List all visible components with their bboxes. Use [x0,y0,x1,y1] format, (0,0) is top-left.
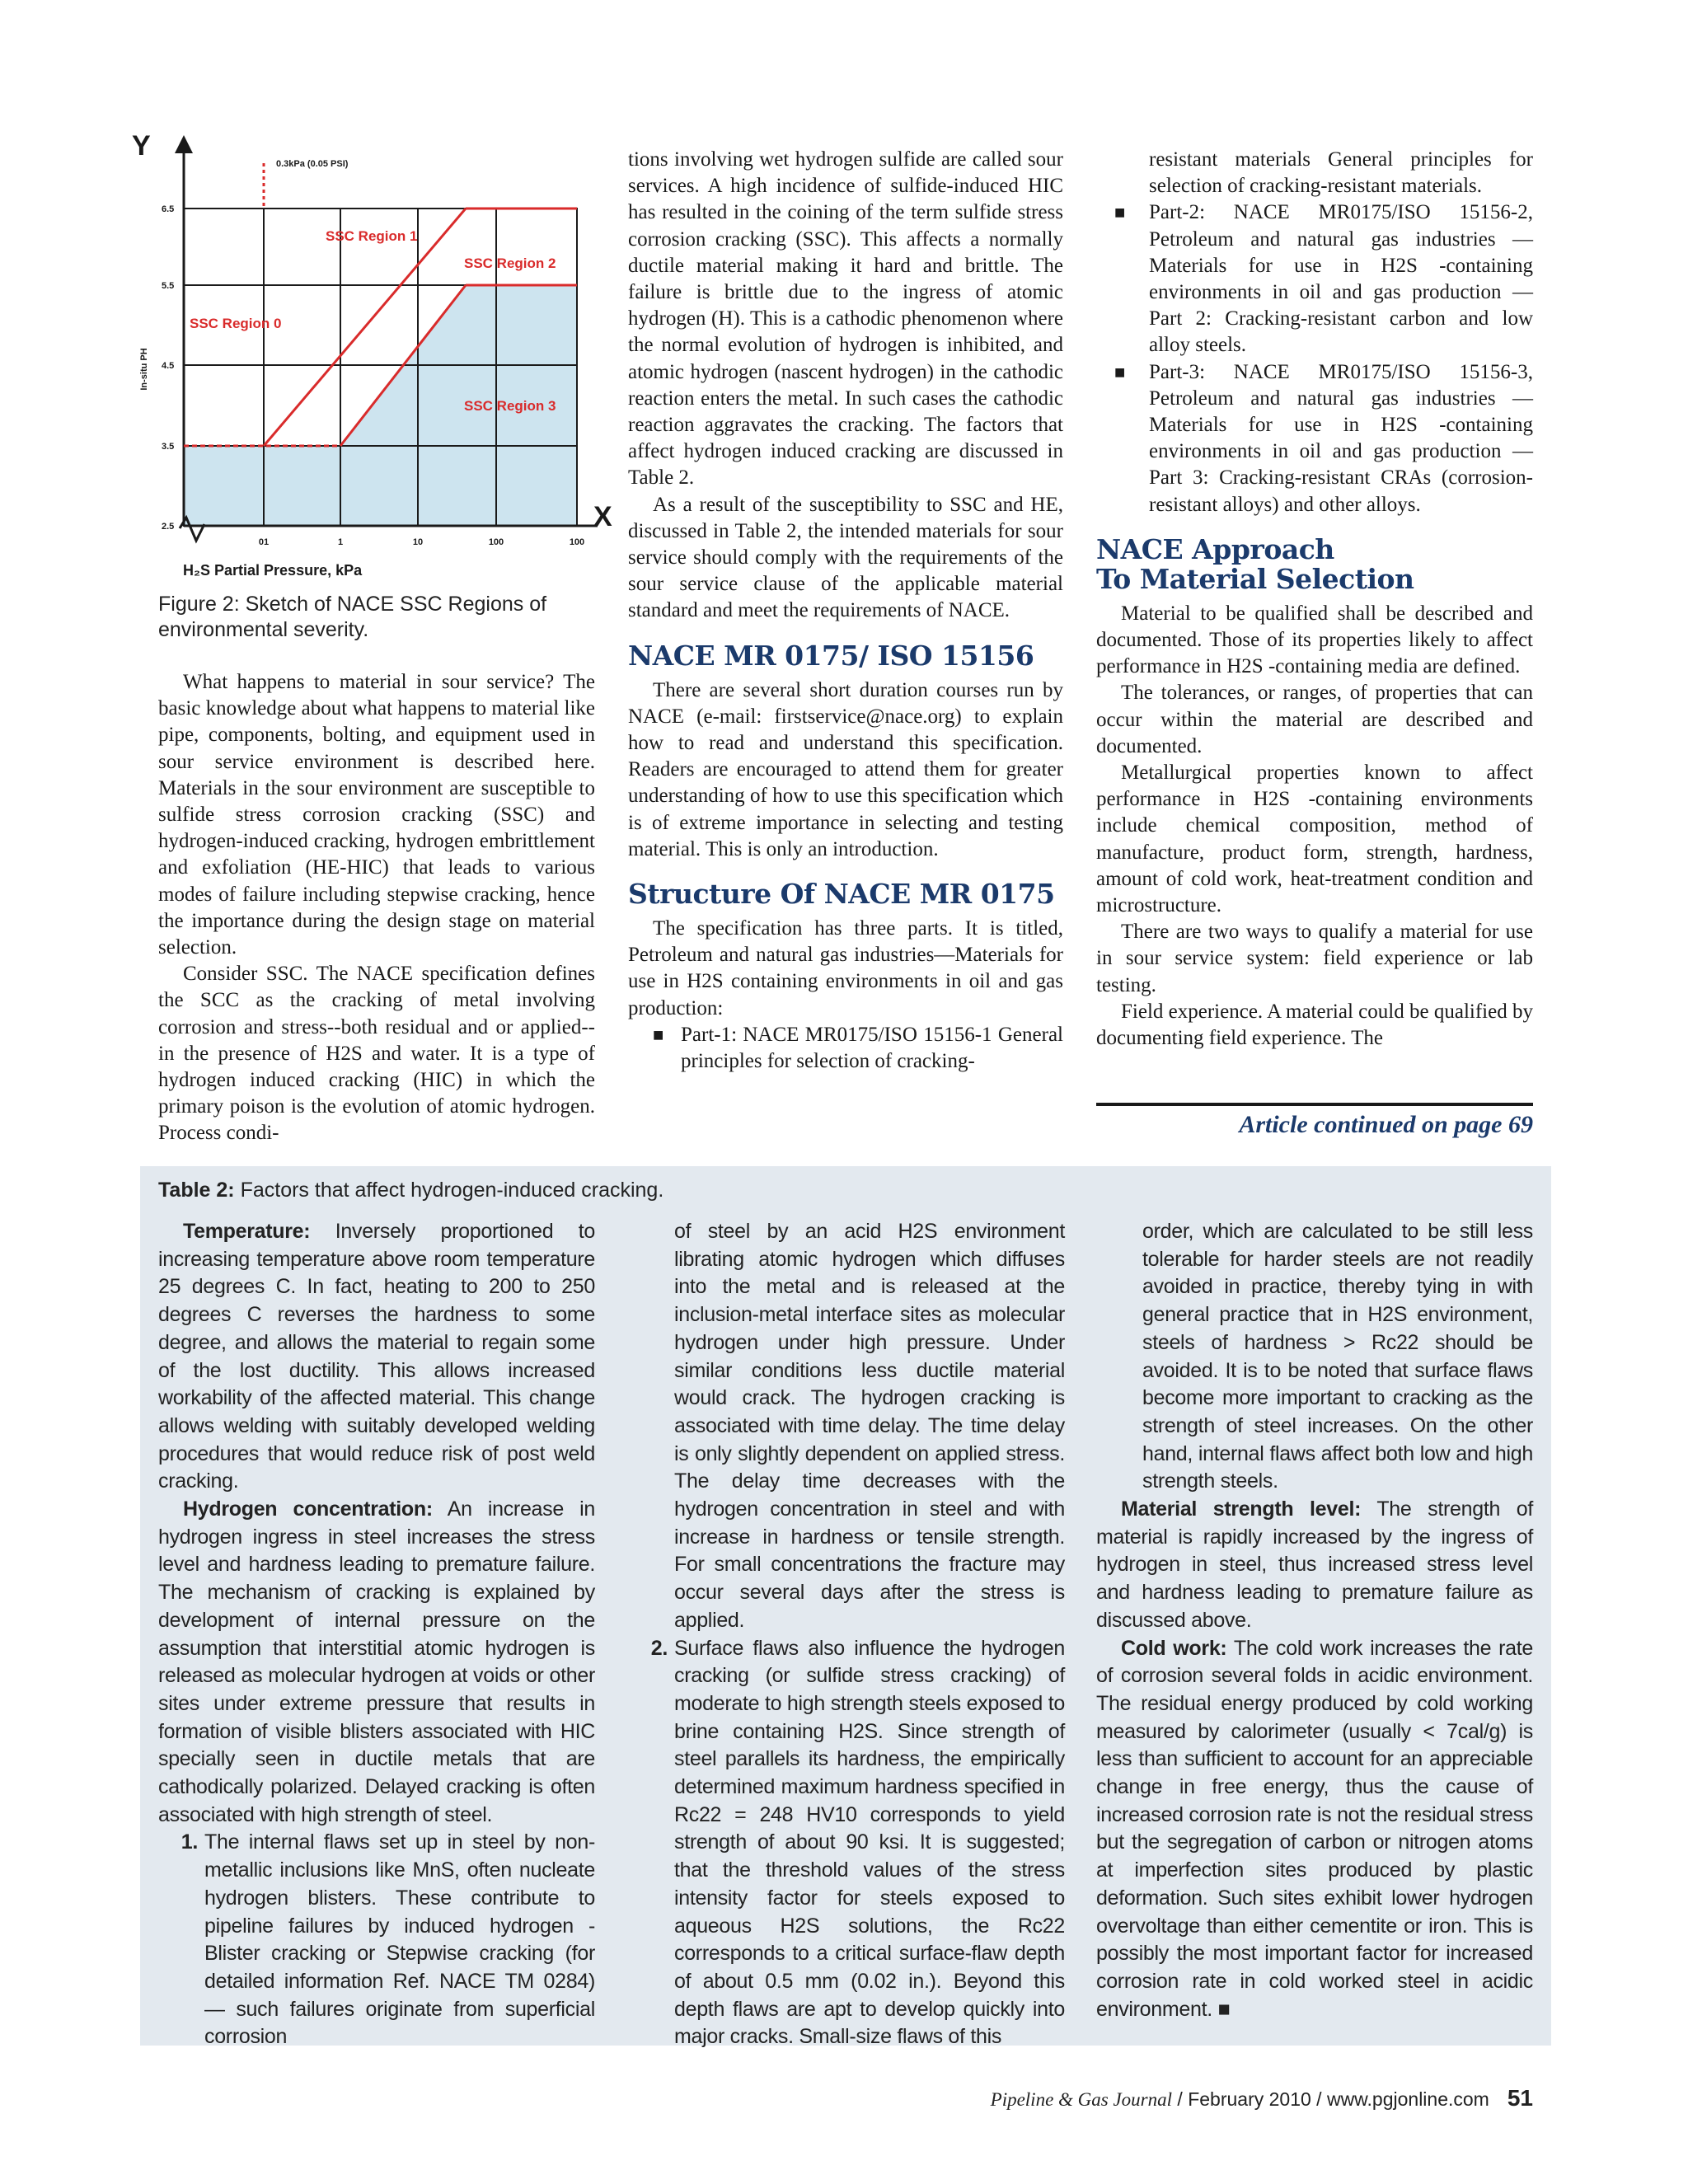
numbered-item-continued [1096,1218,1533,1496]
x-axis-title: H₂S Partial Pressure, kPa [183,562,363,579]
bullet-square-icon: ■ [1114,361,1126,382]
y-tick: 6.5 [162,204,175,214]
table-paragraph-temperature [158,1218,595,1496]
paragraph: The specification has three parts. It is titled, Petroleum and natural gas industries—Materials for use in H2S containing environments in oil and gas production: [628,917,1063,1019]
table-title [158,1179,663,1202]
term-text: Inversely proportioned to increasing temperature above room temperature 25 degrees C. In fact, heating to 200 to 250 degrees C reverses the hardness to some degree, and allows the material to regain some of the lost ductility. This allows increased workability of the affected material. This change allows welding with suitably developed welding procedures that would reduce risk of post weld cracking. [158,1220,595,1493]
x-tick: 1 [337,537,344,547]
region-label-3: SSC Region 3 [464,398,556,414]
x-tick: 01 [258,537,270,547]
term-label: Cold work: [1121,1636,1227,1660]
list-item [1096,359,1533,518]
table-column-1 [158,1218,595,2051]
paragraph: Material to be qualified shall be described and documented. Those of its properties likely to affect performance in H2S -containing media are defined. [1096,602,1533,678]
y-tick: 4.5 [162,361,175,371]
table-paragraph-cold-work [1096,1635,1533,2024]
list-item [1096,199,1533,359]
continued-rule [1096,1103,1533,1106]
column-1 [158,669,595,1147]
issue-info: / February 2010 / www.pgjonline.com [1172,2088,1489,2110]
paragraph: Consider SSC. The NACE specification defines the SCC as the cracking of metal involving corrosion and stress--both residual and or applied--in the presence of H2S and water. It is a type of hydrogen induced cracking (HIC) in which the primary poison is the evolution of atomic hydrogen. Process condi- [158,963,595,1145]
list-item-text: Part-3: NACE MR0175/ISO 15156-3, Petroleum and natural gas industries — Materials for use in H2S -containing environments in oil and gas production — Part 3: Cracking-resistant CRAs (corrosion-resistant alloys) and other alloys. [1149,360,1533,516]
item-number: 2. [650,1636,668,1660]
journal-name: Pipeline & Gas Journal [990,2089,1173,2110]
column-3 [1096,147,1533,1052]
table-paragraph-material [1096,1496,1533,1635]
region-label-0: SSC Region 0 [190,316,282,331]
item-text: Surface flaws also influence the hydrogen cracking (or sulfide stress cracking) of moderate to high strength steels exposed to brine containing H2S. Since strength of steel parallels its hardness, the empirically determined maximum hardness specified in Rc22 = 248 HV10 corresponds to yield strength of about 90 ksi. It is suggested; that the threshold values of the stress intensity factor for steels exposed to aqueous H2S solutions, the Rc22 corresponds to a critical surface-flaw depth of about 0.5 mm (0.02 in.). Beyond this depth flaws are apt to develop quickly into major cracks. Small-size flaws of this [674,1636,1065,2049]
paragraph: What happens to material in sour service? The basic knowledge about what happens to material like pipe, components, bolting, and equipment used in sour service environment is described here. Materials in the sour environment are susceptible to sulfide stress corrosion cracking (SSC) and hydrogen-induced cracking, hydrogen embrittlement and exfoliation (HE-HIC) that leads to various modes of failure including stepwise cracking, hence the importance during the design stage on material selection. [158,671,595,959]
x-axis-letter: X [593,501,612,532]
region-label-2: SSC Region 2 [464,255,556,271]
paragraph: Metallurgical properties known to affect performance in H2S -containing environments include chemical composition, method of manufacture, product form, strength, hardness, amount of cold work, heat-treatment condition and microstructure. [1096,762,1533,917]
figure-ssc-regions [124,130,610,592]
section-heading: NACE MR 0175/ ISO 15156 [628,639,1034,672]
end-mark-icon: ■ [1217,1997,1231,2021]
ssc-region-chart [124,130,610,592]
section-heading: To Material Selection [1096,562,1414,595]
item-text: order, which are calculated to be still less tolerable for harder steels are not readily avoided in practice, thereby tying in with general practice that in H2S environment, steels of hardness > Rc22 should be avoided. It is to be noted that surface flaws become more important to cracking as the strength of steel increases. On the other hand, internal flaws affect both low and high strength steels. [1142,1220,1533,1493]
paragraph: As a result of the susceptibility to SSC and HE, discussed in Table 2, the intended materials for sour service should comply with the requirements of the sour service clause of the applicable material standard and meet the requirements of NACE. [628,493,1063,622]
y-axis-title: In-situ PH [139,348,149,391]
table-column-2 [628,1218,1065,2051]
top-marker-label: 0.3kPa (0.05 PSI) [276,159,349,169]
paragraph: There are several short duration courses run by NACE (e-mail: firstservice@nace.org) to explain how to read and understand this specification. Readers are encouraged to attend them for greater understanding of how to use this specification which is of extreme importance in selecting and testing material. This is only an introduction. [628,678,1063,860]
term-text: An increase in hydrogen ingress in steel increases the stress level and hardness leading to premature failure. The mechanism of cracking is explained by development of internal pressure on the assumption that interstitial atomic hydrogen is released as molecular hydrogen at voids or other sites under extreme pressure that results in formation of visible blisters associated with HIC specially seen in ductile metals that are cathodically polarized. Delayed cracking is often associated with high strength of steel. [158,1497,595,1826]
item-text: of steel by an acid H2S environment librating atomic hydrogen which diffuses into the metal and is released at the inclusion-metal interface sites as molecular hydrogen under high pressure. Under similar conditions less ductile material would crack. The hydrogen cracking is associated with time delay. The time delay is only slightly dependent on applied stress. The delay time decreases with the hydrogen concentration in steel and with increase in hardness or tensile strength. For small concentrations the fracture may occur several days after the stress is applied. [674,1220,1065,1632]
section-heading: NACE Approach [1096,532,1334,565]
list-item [628,1022,1063,1075]
term-label: Temperature: [183,1220,311,1243]
x-tick: 10 [412,537,424,547]
term-text: The strength of material is rapidly increased by the ingress of hydrogen in steel, thus increased stress level and hardness leading to premature failure as discussed above. [1096,1497,1533,1632]
x-tick: 100 [488,537,504,547]
item-text: The internal flaws set up in steel by non-metallic inclusions like MnS, often nucleate hydrogen blisters. These contribute to pipeline failures by induced hydrogen -Blister cracking or Stepwise cracking (for detailed information Ref. NACE TM 0284) — such failures originate from superficial corrosion [204,1830,595,2049]
section-heading: Structure Of NACE MR 0175 [628,878,1055,911]
paragraph: Field experience. A material could be qualified by documenting field experience. The [1096,1000,1533,1050]
numbered-item [628,1635,1065,2052]
y-axis-letter: Y [132,130,151,162]
numbered-item-continued [628,1218,1065,1635]
list-item [1096,147,1533,199]
x-tick: 100 [569,537,585,547]
term-label: Hydrogen concentration: [183,1497,433,1521]
list-item-text: Part-2: NACE MR0175/ISO 15156-2, Petroleum and natural gas industries — Materials for use in H2S -containing environments in oil and gas production — Part 2: Cracking-resistant carbon and low alloy steels. [1149,201,1533,357]
table-title-text: Factors that affect hydrogen-induced cracking. [240,1179,664,1202]
bullet-square-icon: ■ [1114,202,1126,223]
numbered-item [158,1829,595,2051]
list-item-text: Part-1: NACE MR0175/ISO 15156-1 General principles for selection of cracking- [681,1023,1063,1073]
page-number: 51 [1507,2085,1533,2111]
list-item-text: resistant materials General principles for selection of cracking-resistant materials. [1149,148,1533,198]
y-tick: 2.5 [162,522,175,532]
item-number: 1. [181,1830,198,1854]
page-footer [742,2085,1533,2111]
table-2-box [140,1166,1551,2049]
column-2 [628,147,1063,1075]
paragraph: The tolerances, or ranges, of properties that can occur within the material are described and documented. [1096,682,1533,757]
paragraph: There are two ways to qualify a material for use in sour service system: field experience or lab testing. [1096,921,1533,996]
term-label: Material strength level: [1121,1497,1362,1521]
paragraph: tions involving wet hydrogen sulfide are called sour services. A high incidence of sulfide-induced HIC has resulted in the coining of the term sulfide stress corrosion cracking (SSC). This affects a normally ductile material making it hard and brittle. The failure is brittle due to the ingress of atomic hydrogen (H). This is a cathodic phenomenon where the normal evolution of hydrogen is inhibited, and atomic hydrogen (nascent hydrogen) in the cathodic reaction enters the metal. In such cases the cathodic reaction aggravates the cracking. The factors that affect hydrogen induced cracking are discussed in Table 2. [628,148,1063,490]
region-label-1: SSC Region 1 [326,228,418,244]
table-paragraph-hydrogen [158,1496,595,1829]
table-column-3 [1096,1218,1533,2023]
figure-caption: Figure 2: Sketch of NACE SSC Regions of environmental severity. [158,593,547,641]
continued-note: Article continued on page 69 [1239,1111,1533,1138]
y-tick: 3.5 [162,442,175,452]
table-title-label: Table 2: [158,1179,235,1202]
bullet-square-icon: ■ [653,1024,664,1045]
y-tick: 5.5 [162,281,175,291]
term-text: The cold work increases the rate of corrosion several folds in acidic environment. The residual energy produced by cold working measured by calorimeter (usually < 7cal/g) is less than sufficient to account for an appreciable change in free energy, thus the cause of increased corrosion rate is not the residual stress but the segregation of carbon or nitrogen atoms at imperfection sites produced by plastic deformation. Such sites exhibit lower hydrogen overvoltage than either cementite or iron. This is possibly the most important factor for increased corrosion rate in cold worked steel in acidic environment. [1096,1636,1534,2021]
